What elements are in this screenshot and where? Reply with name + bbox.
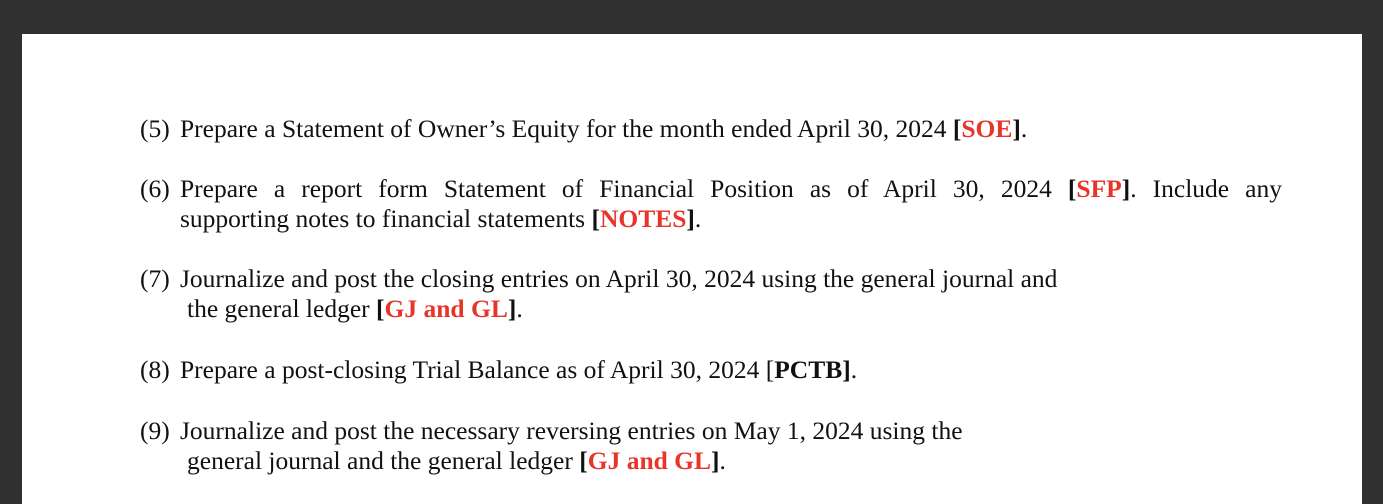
instruction-item-9 <box>140 416 963 476</box>
bracket-close: ] <box>711 446 720 475</box>
bracket-open: [ <box>1067 174 1077 203</box>
item-end: . <box>719 446 726 475</box>
instruction-item-7 <box>140 264 1057 324</box>
item-line-1 <box>140 174 1282 204</box>
item-text: Journalize and post the necessary reversing entries on May 1, 2024 using the <box>180 416 963 445</box>
item-number: (6) <box>140 174 170 203</box>
bracket-open: [ <box>952 114 962 143</box>
code-soe: SOE <box>961 114 1013 143</box>
item-end: . <box>516 294 523 323</box>
instruction-item-5 <box>140 114 1027 144</box>
item-text: supporting notes to financial statements <box>180 204 592 233</box>
item-line-1 <box>140 264 1057 294</box>
item-number: (7) <box>140 264 170 293</box>
bracket-open: [ <box>579 446 588 475</box>
bracket-close: ] <box>1121 174 1131 203</box>
item-line-2 <box>140 446 963 476</box>
item-number: (5) <box>140 114 170 143</box>
bracket-open: [ <box>376 294 385 323</box>
item-line-2 <box>140 204 1282 234</box>
item-line-2 <box>140 294 1057 324</box>
bracket-open: [ <box>591 204 600 233</box>
instruction-item-8 <box>140 355 857 385</box>
code-notes: NOTES <box>599 204 687 233</box>
code-gj-gl: GJ and GL <box>587 446 712 475</box>
bracket-close: ] <box>1012 114 1021 143</box>
item-text-continued: . Include any <box>1130 174 1283 203</box>
item-text: Prepare a report form Statement of Financial Position as of April 30, 2024 <box>180 174 1068 203</box>
item-text: the general ledger <box>187 294 377 323</box>
item-number: (9) <box>140 416 170 445</box>
code-pctb: PCTB <box>774 355 843 384</box>
document-page <box>22 34 1362 504</box>
item-text: Prepare a Statement of Owner’s Equity for the month ended April 30, 2024 <box>180 114 953 143</box>
item-end: . <box>850 355 858 384</box>
item-text: general journal and the general ledger <box>187 446 580 475</box>
code-sfp: SFP <box>1076 174 1122 203</box>
bracket-close: ] <box>507 294 517 323</box>
item-text: Prepare a post-closing Trial Balance as of April 30, 2024 <box>180 355 766 384</box>
instruction-item-6 <box>140 174 1282 234</box>
bracket-close: ] <box>686 204 695 233</box>
code-gj-gl: GJ and GL <box>384 294 508 323</box>
item-number: (8) <box>140 355 170 384</box>
bracket-open: [ <box>765 355 775 384</box>
item-line-1 <box>140 416 963 446</box>
item-end: . <box>1020 114 1028 143</box>
item-text: Journalize and post the closing entries on April 30, 2024 using the general journal and <box>180 264 1058 293</box>
item-end: . <box>694 204 702 233</box>
bracket-close: ] <box>842 355 851 384</box>
